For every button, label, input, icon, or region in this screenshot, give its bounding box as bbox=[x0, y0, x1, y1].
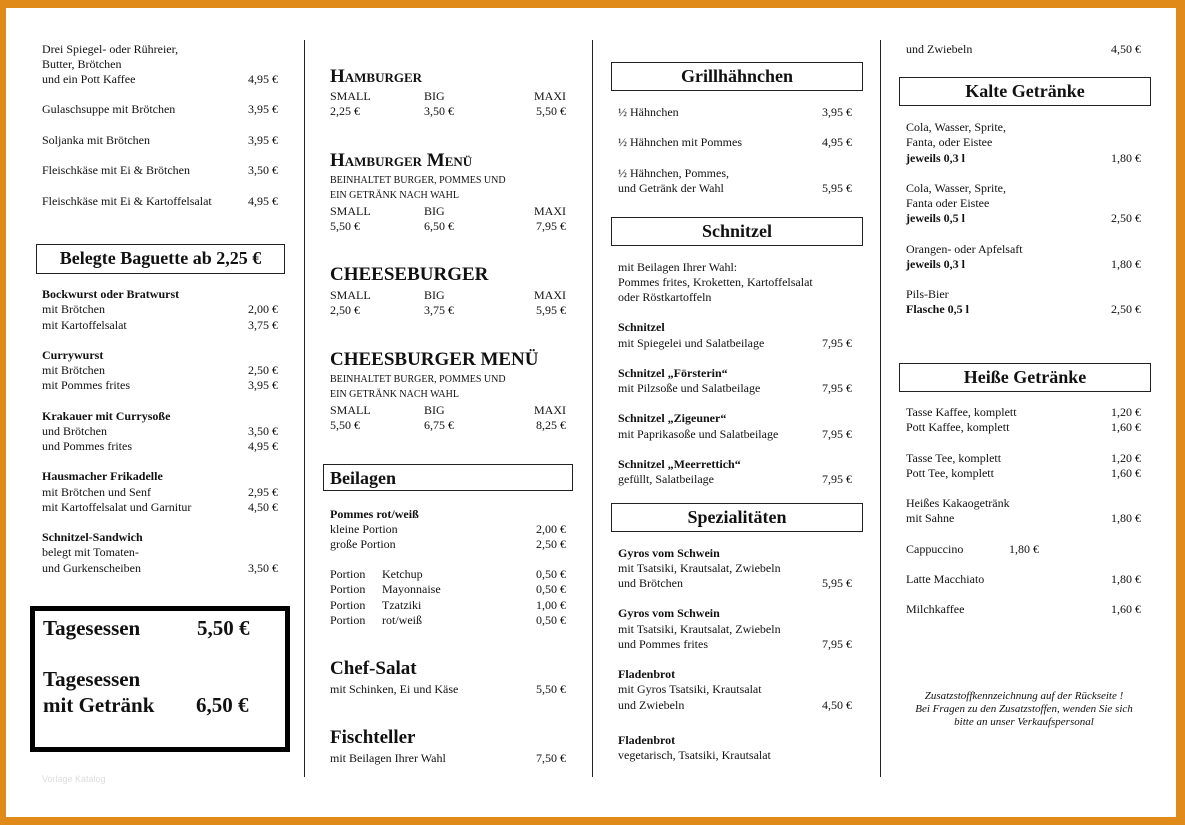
grill-line: ½ Hähnchen mit Pommes bbox=[618, 135, 742, 149]
side-line: kleine Portion bbox=[330, 522, 398, 536]
daily-special-box bbox=[30, 606, 290, 752]
note-line: Zusatzstoffkennzeichnung auf der Rückseite ! bbox=[924, 690, 1124, 702]
fish-plate-price: 7,50 € bbox=[536, 751, 566, 765]
size-label: BIG bbox=[424, 288, 445, 302]
portion-label: Portion bbox=[330, 582, 366, 596]
size-label: MAXI bbox=[534, 403, 566, 417]
burger-price: 6,50 € bbox=[424, 219, 454, 233]
allergen-note bbox=[896, 690, 1152, 729]
portion-label: Portion bbox=[330, 613, 366, 627]
burger-price: 5,95 € bbox=[536, 303, 566, 317]
section-title-specials: Spezialitäten bbox=[611, 503, 863, 532]
burger-desc: EIN GETRÄNK NACH WAHL bbox=[330, 190, 459, 201]
grill-price: 5,95 € bbox=[822, 181, 852, 195]
special-dish-line: und Zwiebeln bbox=[618, 698, 685, 712]
drink-line: Pils-Bier bbox=[906, 287, 949, 301]
drink-price: 2,50 € bbox=[1111, 302, 1141, 316]
pommes-title: Pommes rot/weiß bbox=[330, 507, 419, 521]
schnitzel-price: 7,95 € bbox=[822, 381, 852, 395]
size-label: BIG bbox=[424, 403, 445, 417]
burger-price: 8,25 € bbox=[536, 418, 566, 432]
item-line: Soljanka mit Brötchen bbox=[42, 133, 150, 147]
drink-line: Latte Macchiato bbox=[906, 572, 985, 586]
burger-title: CHEESBURGER MENÜ bbox=[330, 349, 539, 370]
burger-price: 5,50 € bbox=[330, 418, 360, 432]
side-price: 1,00 € bbox=[536, 598, 566, 612]
section-title-cold-drinks: Kalte Getränke bbox=[899, 77, 1151, 106]
burger-price: 7,95 € bbox=[536, 219, 566, 233]
item-line: Drei Spiegel- oder Rühreier, bbox=[42, 42, 179, 56]
baguette-line: mit Kartoffelsalat und Garnitur bbox=[42, 500, 192, 514]
section-title-grill: Grillhähnchen bbox=[611, 62, 863, 91]
burger-price: 5,50 € bbox=[330, 219, 360, 233]
section-title-schnitzel: Schnitzel bbox=[611, 217, 863, 246]
grill-line: ½ Hähnchen, Pommes, bbox=[618, 166, 729, 180]
baguette-title: Schnitzel-Sandwich bbox=[42, 530, 143, 544]
baguette-line: belegt mit Tomaten- bbox=[42, 545, 139, 559]
schnitzel-desc: mit Paprikasoße und Salatbeilage bbox=[618, 427, 779, 441]
size-label: MAXI bbox=[534, 288, 566, 302]
special-label: Tagesessen bbox=[43, 667, 141, 691]
side-price: 2,00 € bbox=[536, 522, 566, 536]
special-dish-line: und Pommes frites bbox=[618, 637, 708, 651]
section-title-hot-drinks: Heiße Getränke bbox=[899, 363, 1151, 392]
section-title-baguette: Belegte Baguette ab 2,25 € bbox=[36, 244, 285, 274]
burger-price: 3,75 € bbox=[424, 303, 454, 317]
drink-price: 1,60 € bbox=[1111, 602, 1141, 616]
item-line: Fleischkäse mit Ei & Kartoffelsalat bbox=[42, 194, 212, 208]
baguette-line: und Brötchen bbox=[42, 424, 107, 438]
drink-size: Flasche 0,5 l bbox=[906, 302, 969, 316]
grill-price: 4,95 € bbox=[822, 135, 852, 149]
burger-desc: BEINHALTET BURGER, POMMES UND bbox=[330, 374, 506, 385]
drink-price: 2,50 € bbox=[1111, 211, 1141, 225]
schnitzel-title: Schnitzel „Zigeuner“ bbox=[618, 411, 727, 425]
column-divider bbox=[304, 40, 305, 777]
drink-price: 1,80 € bbox=[1009, 542, 1039, 556]
size-label: SMALL bbox=[330, 403, 371, 417]
fish-plate-desc: mit Beilagen Ihrer Wahl bbox=[330, 751, 446, 765]
side-price: 0,50 € bbox=[536, 582, 566, 596]
schnitzel-title: Schnitzel „Försterin“ bbox=[618, 366, 728, 380]
column-divider bbox=[592, 40, 593, 777]
schnitzel-price: 7,95 € bbox=[822, 472, 852, 486]
grill-price: 3,95 € bbox=[822, 105, 852, 119]
special-price: 5,50 € bbox=[197, 616, 250, 640]
drink-line: Fanta oder Eistee bbox=[906, 196, 990, 210]
size-label: MAXI bbox=[534, 204, 566, 218]
burger-price: 2,50 € bbox=[330, 303, 360, 317]
baguette-price: 2,95 € bbox=[248, 485, 278, 499]
portion-item: Ketchup bbox=[382, 567, 423, 581]
schnitzel-intro: Pommes frites, Kroketten, Kartoffelsalat bbox=[618, 275, 813, 289]
schnitzel-intro: oder Röstkartoffeln bbox=[618, 290, 712, 304]
baguette-price: 3,95 € bbox=[248, 378, 278, 392]
drink-line: Orangen- oder Apfelsaft bbox=[906, 242, 1023, 256]
item-price: 3,95 € bbox=[248, 133, 278, 147]
drink-size: jeweils 0,5 l bbox=[906, 211, 965, 225]
baguette-title: Krakauer mit Currysoße bbox=[42, 409, 171, 423]
baguette-line: mit Pommes frites bbox=[42, 378, 130, 392]
size-label: SMALL bbox=[330, 89, 371, 103]
special-label: Tagesessen bbox=[43, 616, 141, 640]
special-price: 6,50 € bbox=[196, 693, 249, 717]
burger-desc: EIN GETRÄNK NACH WAHL bbox=[330, 389, 459, 400]
chef-salad-desc: mit Schinken, Ei und Käse bbox=[330, 682, 459, 696]
portion-label: Portion bbox=[330, 598, 366, 612]
schnitzel-price: 7,95 € bbox=[822, 427, 852, 441]
side-line: große Portion bbox=[330, 537, 396, 551]
drink-size: jeweils 0,3 l bbox=[906, 151, 965, 165]
size-label: SMALL bbox=[330, 204, 371, 218]
watermark: Vorlage Katalog bbox=[42, 774, 106, 784]
item-line: Fleischkäse mit Ei & Brötchen bbox=[42, 163, 190, 177]
item-price: 4,50 € bbox=[1111, 42, 1141, 56]
note-line: bitte an unser Verkaufspersonal bbox=[954, 716, 1094, 728]
size-label: BIG bbox=[424, 89, 445, 103]
special-dish-price: 5,95 € bbox=[822, 576, 852, 590]
drink-price: 1,80 € bbox=[1111, 572, 1141, 586]
schnitzel-price: 7,95 € bbox=[822, 336, 852, 350]
portion-item: Tzatziki bbox=[382, 598, 422, 612]
drink-line: mit Sahne bbox=[906, 511, 955, 525]
portion-item: Mayonnaise bbox=[382, 582, 441, 596]
burger-price: 3,50 € bbox=[424, 104, 454, 118]
special-dish-price: 4,50 € bbox=[822, 698, 852, 712]
note-line: Bei Fragen zu den Zusatzstoffen, wenden Sie sich bbox=[915, 703, 1133, 715]
baguette-price: 2,00 € bbox=[248, 302, 278, 316]
baguette-line: mit Kartoffelsalat bbox=[42, 318, 127, 332]
schnitzel-desc: mit Pilzsoße und Salatbeilage bbox=[618, 381, 761, 395]
burger-title: Hamburger Menü bbox=[330, 150, 473, 171]
drink-line: Fanta, oder Eistee bbox=[906, 135, 993, 149]
burger-title: CHEESEBURGER bbox=[330, 264, 489, 285]
burger-price: 5,50 € bbox=[536, 104, 566, 118]
drink-price: 1,60 € bbox=[1111, 466, 1141, 480]
drink-line: Heißes Kakaogetränk bbox=[906, 496, 1010, 510]
baguette-line: und Pommes frites bbox=[42, 439, 132, 453]
side-price: 2,50 € bbox=[536, 537, 566, 551]
special-dish-line: mit Tsatsiki, Krautsalat, Zwiebeln bbox=[618, 622, 781, 636]
schnitzel-desc: mit Spiegelei und Salatbeilage bbox=[618, 336, 765, 350]
schnitzel-title: Schnitzel bbox=[618, 320, 665, 334]
item-line: Butter, Brötchen bbox=[42, 57, 122, 71]
burger-desc: BEINHALTET BURGER, POMMES UND bbox=[330, 175, 506, 186]
special-dish-title: Fladenbrot bbox=[618, 733, 676, 747]
drink-line: Pott Kaffee, komplett bbox=[906, 420, 1010, 434]
section-title-beilagen: Beilagen bbox=[323, 464, 573, 491]
special-dish-title: Gyros vom Schwein bbox=[618, 606, 720, 620]
baguette-line: mit Brötchen bbox=[42, 302, 105, 316]
drink-price: 1,20 € bbox=[1111, 405, 1141, 419]
item-line: und Zwiebeln bbox=[906, 42, 973, 56]
item-price: 3,95 € bbox=[248, 102, 278, 116]
special-dish-title: Fladenbrot bbox=[618, 667, 676, 681]
fish-plate-title: Fischteller bbox=[330, 727, 416, 748]
drink-line: Milchkaffee bbox=[906, 602, 965, 616]
special-dish-title: Gyros vom Schwein bbox=[618, 546, 720, 560]
special-dish-line: vegetarisch, Tsatsiki, Krautsalat bbox=[618, 748, 771, 762]
special-dish-line: und Brötchen bbox=[618, 576, 683, 590]
item-price: 3,50 € bbox=[248, 163, 278, 177]
drink-line: Pott Tee, komplett bbox=[906, 466, 994, 480]
item-line: und ein Pott Kaffee bbox=[42, 72, 136, 86]
item-line: Gulaschsuppe mit Brötchen bbox=[42, 102, 176, 116]
grill-line: und Getränk der Wahl bbox=[618, 181, 724, 195]
baguette-line: und Gurkenscheiben bbox=[42, 561, 141, 575]
portion-item: rot/weiß bbox=[382, 613, 422, 627]
drink-line: Tasse Kaffee, komplett bbox=[906, 405, 1017, 419]
drink-line: Cola, Wasser, Sprite, bbox=[906, 181, 1006, 195]
baguette-price: 3,50 € bbox=[248, 561, 278, 575]
drink-line: Tasse Tee, komplett bbox=[906, 451, 1002, 465]
drink-line: Cola, Wasser, Sprite, bbox=[906, 120, 1006, 134]
baguette-title: Hausmacher Frikadelle bbox=[42, 469, 163, 483]
size-label: MAXI bbox=[534, 89, 566, 103]
schnitzel-title: Schnitzel „Meerrettich“ bbox=[618, 457, 741, 471]
drink-price: 1,80 € bbox=[1111, 257, 1141, 271]
menu-page bbox=[6, 8, 1176, 817]
column-divider bbox=[880, 40, 881, 777]
size-label: BIG bbox=[424, 204, 445, 218]
drink-price: 1,80 € bbox=[1111, 511, 1141, 525]
baguette-price: 2,50 € bbox=[248, 363, 278, 377]
special-dish-line: mit Gyros Tsatsiki, Krautsalat bbox=[618, 682, 762, 696]
grill-line: ½ Hähnchen bbox=[618, 105, 679, 119]
drink-size: jeweils 0,3 l bbox=[906, 257, 965, 271]
drink-price: 1,80 € bbox=[1111, 151, 1141, 165]
burger-title: Hamburger bbox=[330, 66, 423, 87]
chef-salad-title: Chef-Salat bbox=[330, 658, 417, 679]
drink-line: Cappuccino bbox=[906, 542, 964, 556]
burger-price: 6,75 € bbox=[424, 418, 454, 432]
item-price: 4,95 € bbox=[248, 194, 278, 208]
baguette-price: 4,95 € bbox=[248, 439, 278, 453]
baguette-title: Bockwurst oder Bratwurst bbox=[42, 287, 180, 301]
burger-price: 2,25 € bbox=[330, 104, 360, 118]
side-price: 0,50 € bbox=[536, 613, 566, 627]
special-label: mit Getränk bbox=[43, 693, 155, 717]
portion-label: Portion bbox=[330, 567, 366, 581]
schnitzel-intro: mit Beilagen Ihrer Wahl: bbox=[618, 260, 738, 274]
baguette-title: Currywurst bbox=[42, 348, 104, 362]
special-dish-price: 7,95 € bbox=[822, 637, 852, 651]
item-price: 4,95 € bbox=[248, 72, 278, 86]
baguette-price: 4,50 € bbox=[248, 500, 278, 514]
baguette-line: mit Brötchen bbox=[42, 363, 105, 377]
baguette-price: 3,50 € bbox=[248, 424, 278, 438]
drink-price: 1,20 € bbox=[1111, 451, 1141, 465]
baguette-price: 3,75 € bbox=[248, 318, 278, 332]
size-label: SMALL bbox=[330, 288, 371, 302]
baguette-line: mit Brötchen und Senf bbox=[42, 485, 151, 499]
side-price: 0,50 € bbox=[536, 567, 566, 581]
drink-price: 1,60 € bbox=[1111, 420, 1141, 434]
chef-salad-price: 5,50 € bbox=[536, 682, 566, 696]
schnitzel-desc: gefüllt, Salatbeilage bbox=[618, 472, 714, 486]
special-dish-line: mit Tsatsiki, Krautsalat, Zwiebeln bbox=[618, 561, 781, 575]
